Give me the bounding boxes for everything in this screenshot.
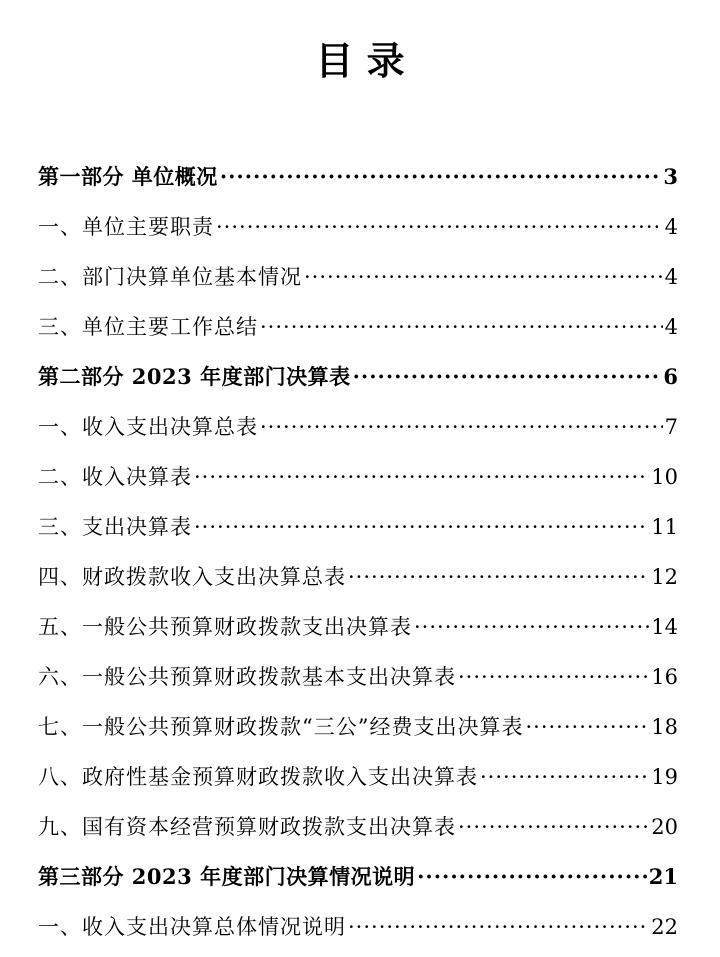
toc-entry-title: 第一部分 单位概况 [38, 164, 218, 189]
toc-entry-title: 第三部分 2023 年度部门决算情况说明 [38, 864, 416, 889]
toc-entry-page: 4 [664, 265, 678, 289]
toc-entry[interactable] [38, 552, 686, 602]
toc-entry-title: 一、单位主要职责 [38, 215, 214, 239]
toc-entry[interactable] [38, 252, 686, 302]
toc-entry-title: 一、收入支出决算总表 [38, 415, 258, 439]
toc-entry-title: 二、部门决算单位基本情况 [38, 265, 302, 289]
toc-leader-dots [458, 652, 649, 702]
toc-entry[interactable] [38, 452, 686, 502]
toc-leader-dots [417, 852, 647, 902]
toc-entry[interactable] [38, 852, 686, 902]
toc-entry-page: 14 [651, 615, 678, 639]
toc-entry[interactable] [38, 302, 686, 352]
toc-entry-page: 18 [651, 715, 678, 739]
toc-entry-title: 四、财政拨款收入支出决算总表 [38, 565, 346, 589]
toc-entry-title: 二、收入决算表 [38, 465, 192, 489]
toc-leader-dots [220, 152, 662, 202]
toc-entry-page: 12 [651, 565, 678, 589]
toc-leader-dots [260, 402, 663, 452]
toc-entry[interactable] [38, 902, 686, 952]
toc-leader-dots [194, 452, 649, 502]
toc-entry-page: 3 [663, 164, 678, 189]
toc-entry-page: 10 [651, 465, 678, 489]
toc-leader-dots [480, 752, 649, 802]
table-of-contents [38, 152, 686, 952]
toc-entry-title: 三、支出决算表 [38, 515, 192, 539]
toc-leader-dots [194, 502, 649, 552]
toc-entry-title: 三、单位主要工作总结 [38, 315, 258, 339]
toc-leader-dots [348, 902, 649, 952]
toc-entry[interactable] [38, 502, 686, 552]
toc-entry-title: 一、收入支出决算总体情况说明 [38, 915, 346, 939]
toc-entry-page: 16 [651, 665, 678, 689]
toc-entry-title: 八、政府性基金预算财政拨款收入支出决算表 [38, 765, 478, 789]
toc-leader-dots [216, 202, 663, 252]
toc-entry[interactable] [38, 152, 686, 202]
toc-entry[interactable] [38, 402, 686, 452]
toc-entry-title: 第二部分 2023 年度部门决算表 [38, 364, 351, 389]
toc-leader-dots [348, 552, 649, 602]
toc-leader-dots [525, 702, 649, 752]
toc-entry-page: 4 [664, 315, 678, 339]
toc-entry-title: 五、一般公共预算财政拨款支出决算表 [38, 615, 412, 639]
toc-entry-page: 20 [651, 815, 678, 839]
toc-leader-dots [414, 602, 649, 652]
toc-entry-title: 七、一般公共预算财政拨款“三公”经费支出决算表 [38, 715, 524, 739]
toc-entry-page: 7 [664, 415, 678, 439]
toc-leader-dots [353, 352, 662, 402]
toc-entry-page: 11 [651, 515, 678, 539]
toc-leader-dots [260, 302, 663, 352]
toc-entry-title: 九、国有资本经营预算财政拨款支出决算表 [38, 815, 456, 839]
toc-leader-dots [304, 252, 663, 302]
toc-entry[interactable] [38, 752, 686, 802]
page-title: 目 录 [315, 38, 405, 83]
toc-leader-dots [458, 802, 649, 852]
toc-entry[interactable] [38, 602, 686, 652]
toc-entry[interactable] [38, 202, 686, 252]
toc-entry-page: 21 [648, 864, 678, 889]
toc-entry-title: 六、一般公共预算财政拨款基本支出决算表 [38, 665, 456, 689]
toc-entry[interactable] [38, 652, 686, 702]
toc-entry-page: 4 [664, 215, 678, 239]
toc-entry-page: 22 [651, 915, 678, 939]
toc-entry-page: 19 [651, 765, 678, 789]
toc-entry[interactable] [38, 352, 686, 402]
toc-entry[interactable] [38, 802, 686, 852]
toc-entry[interactable] [38, 702, 686, 752]
toc-entry-page: 6 [663, 364, 678, 389]
